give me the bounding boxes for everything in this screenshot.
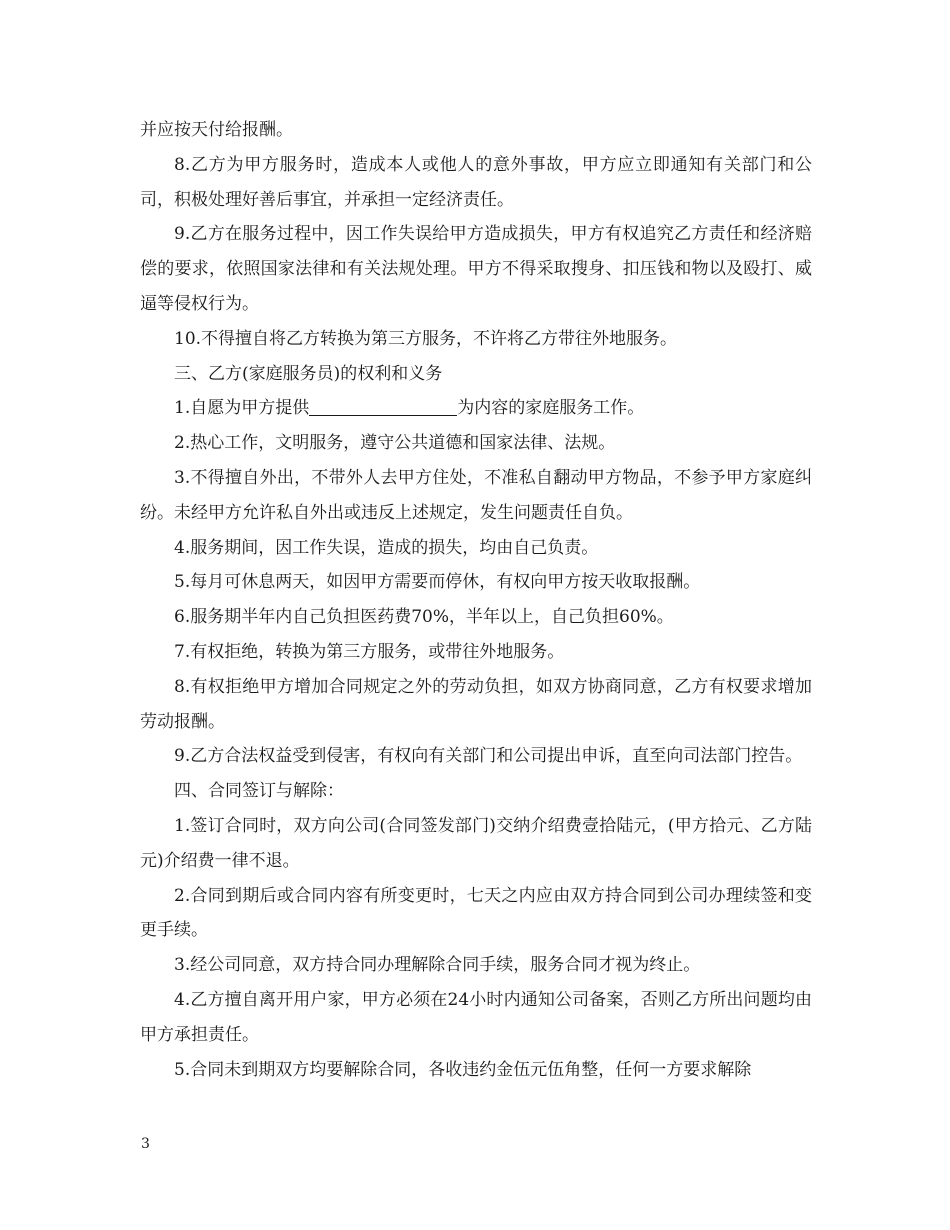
paragraph-clause-10-transfer: 10.不得擅自将乙方转换为第三方服务，不许将乙方带往外地服务。 <box>174 328 678 349</box>
section-heading-4: 四、合同签订与解除： <box>174 781 344 802</box>
document-body <box>140 113 812 1087</box>
paragraph-clause-6-medical: 6.服务期半年内自己负担医药费70%，半年以上，自己负担60%。 <box>174 607 674 628</box>
clause-1-text-after: 为内容的家庭服务工作。 <box>457 398 645 419</box>
paragraph-continuation: 并应按天付给报酬。 <box>140 120 293 140</box>
paragraph-clause-4-leave: 4.乙方擅自离开用户家，甲方必须在24小时内通知公司备案，否则乙方所出问题均由甲方承担责任。 <box>140 989 812 1045</box>
paragraph-clause-9-loss: 9.乙方在服务过程中，因工作失误给甲方造成损失，甲方有权追究乙方责任和经济赔偿的要求，依照国家法律和有关法规处理。甲方不得采取搜身、扣压钱和物以及殴打、威逼等侵权行为。 <box>140 224 812 314</box>
clause-1-text-before: 1.自愿为甲方提供 <box>174 398 310 419</box>
paragraph-clause-5-rest: 5.每月可休息两天，如因甲方需要而停休，有权向甲方按天收取报酬。 <box>174 572 701 593</box>
paragraph-clause-7-refuse: 7.有权拒绝，转换为第三方服务，或带往外地服务。 <box>174 641 565 662</box>
paragraph-clause-3-rules: 3.不得擅自外出，不带外人去甲方住处，不准私自翻动甲方物品，不参予甲方家庭纠纷。未经甲方允许私自外出或违反上述规定，发生问题责任自负。 <box>140 467 812 523</box>
paragraph-clause-5-penalty: 5.合同未到期双方均要解除合同，各收违约金伍元伍角整，任何一方要求解除 <box>174 1059 752 1080</box>
paragraph-clause-3-termination: 3.经公司同意，双方持合同办理解除合同手续，服务合同才视为终止。 <box>174 955 701 976</box>
paragraph-clause-8-workload: 8.有权拒绝甲方增加合同规定之外的劳动负担，如双方协商同意，乙方有权要求增加劳动报酬。 <box>140 676 812 732</box>
section-heading-3: 三、乙方(家庭服务员)的权利和义务 <box>174 363 443 384</box>
paragraph-clause-1-service <box>140 391 812 426</box>
paragraph-clause-9-rights: 9.乙方合法权益受到侵害，有权向有关部门和公司提出申诉，直至向司法部门控告。 <box>174 746 803 767</box>
fill-in-blank <box>309 397 457 416</box>
page-number: 3 <box>141 1136 150 1152</box>
paragraph-clause-1-fee: 1.签订合同时，双方向公司(合同签发部门)交纳介绍费壹拾陆元，(甲方拾元、乙方陆元)介绍费一律不退。 <box>140 815 812 871</box>
paragraph-clause-2-conduct: 2.热心工作，文明服务，遵守公共道德和国家法律、法规。 <box>174 433 616 454</box>
paragraph-clause-4-liability: 4.服务期间，因工作失误，造成的损失，均由自己负责。 <box>174 537 599 558</box>
paragraph-clause-2-renewal: 2.合同到期后或合同内容有所变更时，七天之内应由双方持合同到公司办理续签和变更手续。 <box>140 885 812 941</box>
paragraph-clause-8-accident: 8.乙方为甲方服务时，造成本人或他人的意外事故，甲方应立即通知有关部门和公司，积极处理好善后事宜，并承担一定经济责任。 <box>140 154 812 210</box>
